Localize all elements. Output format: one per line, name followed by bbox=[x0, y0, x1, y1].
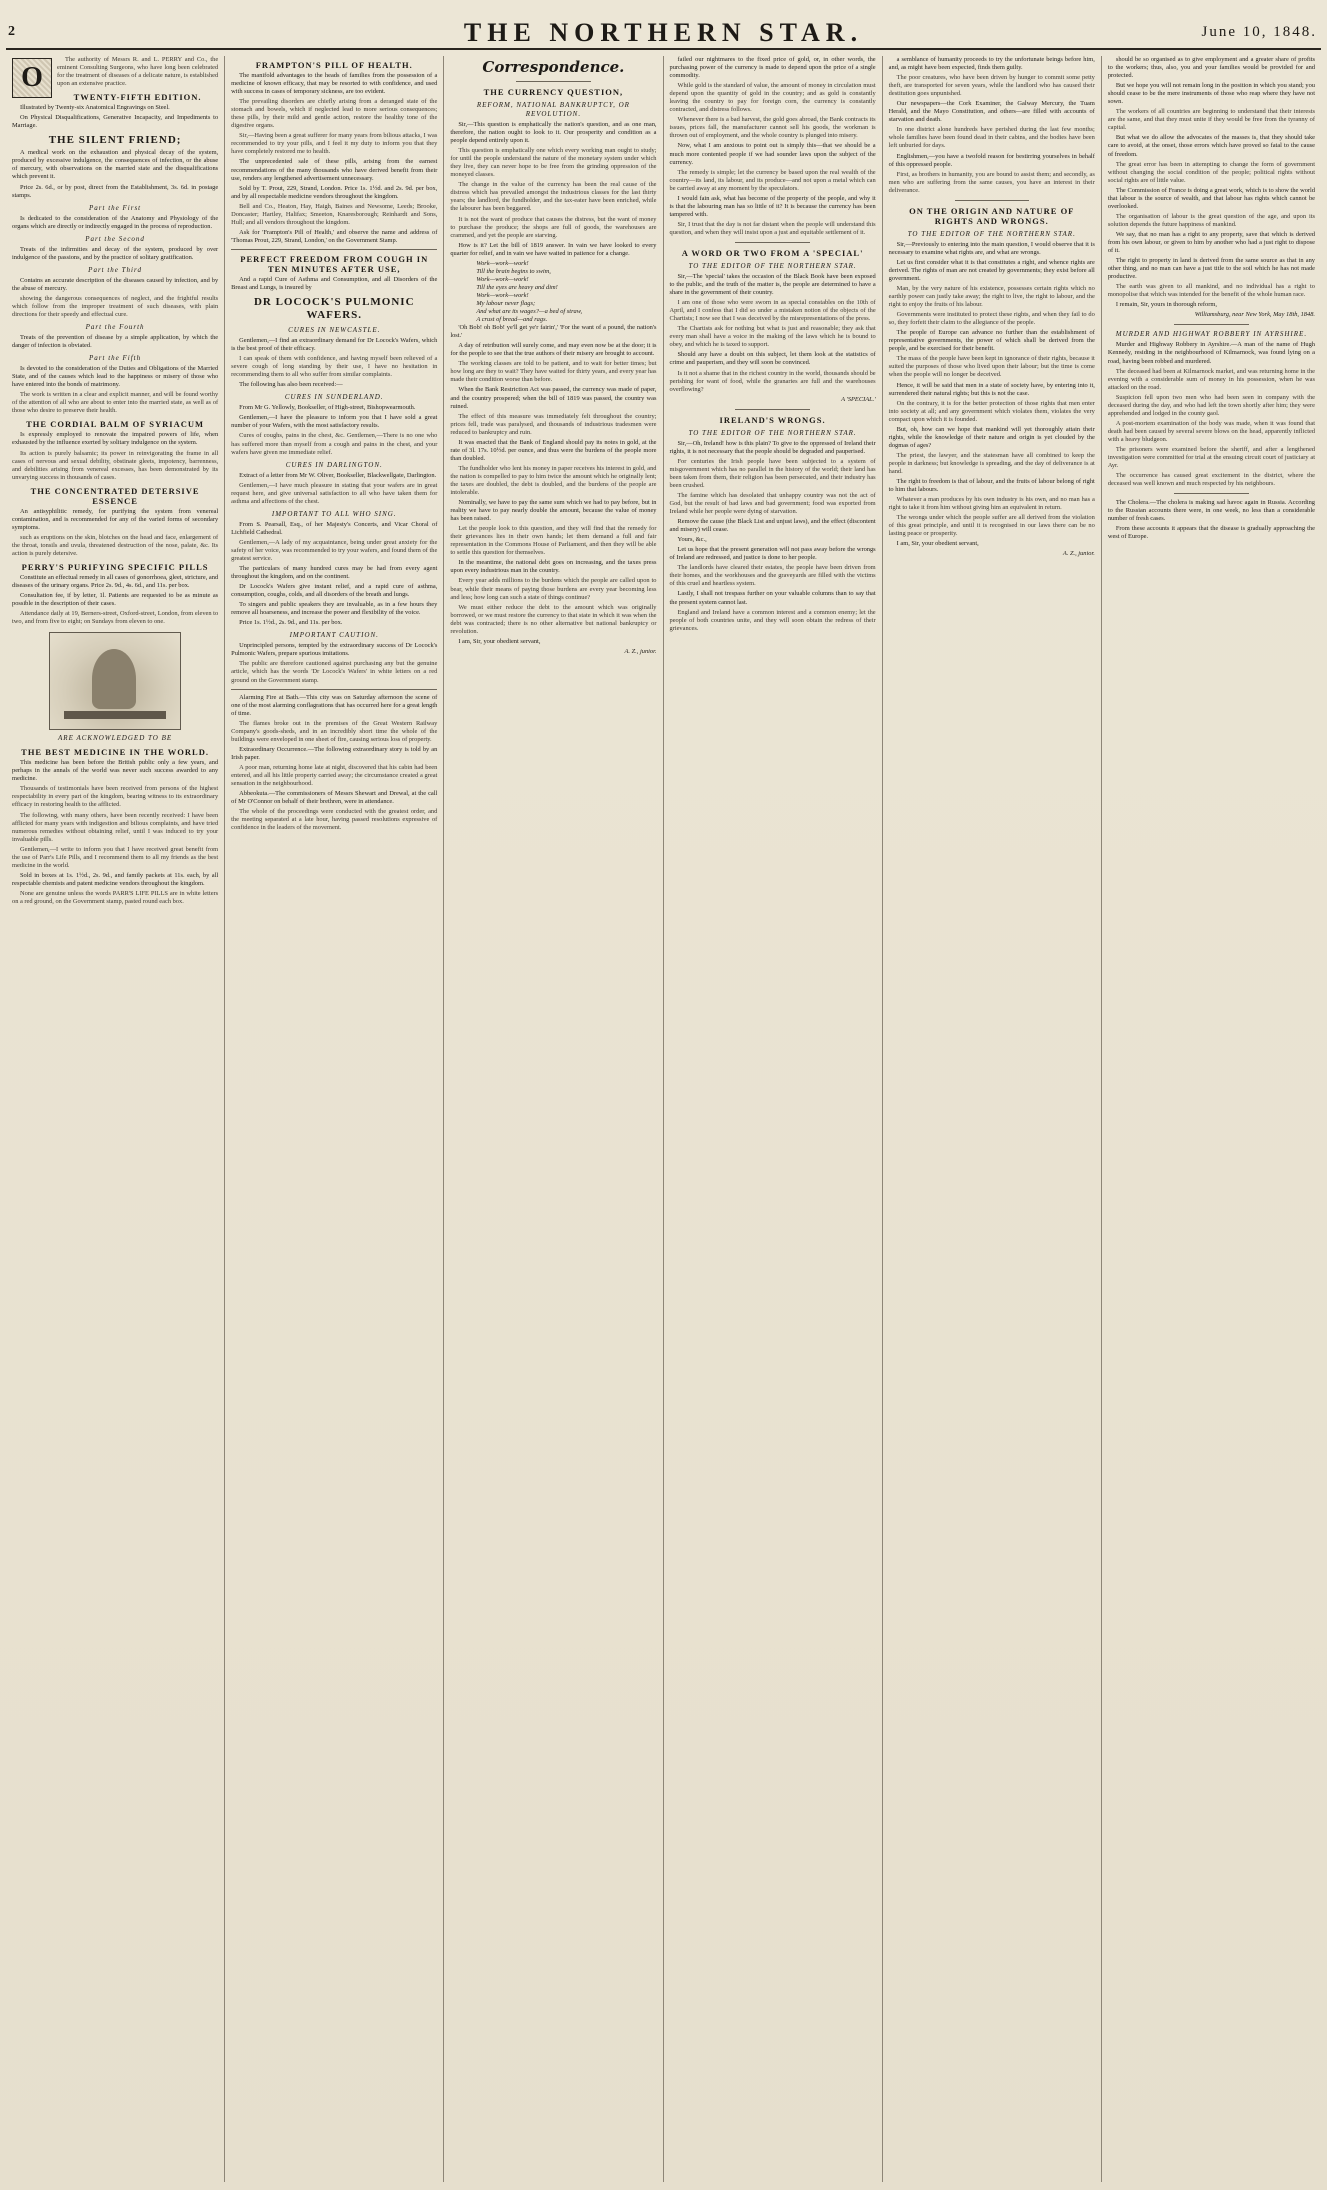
article-paragraph: Unprincipled persons, tempted by the extraordinary success of Dr Locock's Pulmonic Wafers, prepare spurious imitations. bbox=[231, 642, 438, 658]
article-paragraph: Alarming Fire at Bath.—This city was on Saturday afternoon the scene of one of the most alarming conflagrations that has occurred here for a great length of time. bbox=[231, 693, 438, 717]
column-5 bbox=[883, 56, 1102, 2182]
article-paragraph: The right to property in land is derived from the same source as that in any other thing, and no man can have a just title to the soil which he has not made productive. bbox=[1107, 257, 1315, 281]
filler-text: Suspicion fell upon two men who had been seen in company with the deceased during the day, and who had left the town shortly after him; they were apprehended and lodged in the county gaol. bbox=[1107, 393, 1315, 417]
column-2 bbox=[225, 56, 444, 2182]
article-paragraph: I would fain ask, what has become of the property of the people, and why it is that the labouring man has so little of it? It is because the currency has been tampered with. bbox=[669, 194, 876, 218]
heading-part: Part the Second bbox=[85, 234, 145, 243]
heading-currency: THE CURRENCY QUESTION, bbox=[483, 87, 624, 97]
article-paragraph: Abbeokuta.—The commissioners of Messrs Shewart and Drewal, at the call of Mr O'Connor on behalf of their brethren, were in attendance. bbox=[231, 790, 438, 806]
heading-part: Part the Third bbox=[88, 265, 142, 274]
heading-ireland: IRELAND'S WRONGS. bbox=[719, 414, 826, 425]
article-paragraph: The right to freedom is that of labour, and the fruits of labour belong of right to him that labours. bbox=[888, 478, 1095, 494]
filler-text: The organisation of labour is the great question of the age, and upon its solution depends the future happiness of mankind. bbox=[1107, 212, 1315, 228]
newspaper-title: THE NORTHERN STAR. bbox=[463, 18, 864, 47]
columns bbox=[6, 56, 1321, 2182]
filler-text: Man, by the very nature of his existence, possesses certain rights which no earthly power can justly take away; the right to live, the right to labour, and the right to enjoy the fruits of his labour. bbox=[888, 284, 1095, 309]
heading-silent-friend: THE SILENT FRIEND; bbox=[48, 134, 182, 147]
article-paragraph: Sir,—The 'special' takes the occasion of the Black Book have been exposed to the public, and the truth of the matter is, the people are determined to have a share in the government of their country. bbox=[669, 272, 876, 297]
filler-text: The following, with many others, have been recently received: I have been afflicted for many years with indigestion and bilious complaints, and have tried numerous remedies without obtaining relief, until I was induced to try your invaluable pills. bbox=[12, 811, 219, 843]
filler-text: The priest, the lawyer, and the statesman have all combined to keep the people in darkness; but knowledge is spreading, and the day of deliverance is at hand. bbox=[888, 451, 1095, 475]
article-paragraph: The manifold advantages to the heads of families from the possession of a medicine of known efficacy, that may be resorted to with confidence, and used with success in cases of temporary sickness, are too evident. bbox=[231, 72, 438, 96]
article-paragraph: Is dedicated to the consideration of the Anatomy and Physiology of the organs which are directly or indirectly engaged in the process of reproduction. bbox=[12, 214, 219, 230]
heading-to-editor-2: TO THE EDITOR OF THE NORTHERN STAR. bbox=[688, 428, 857, 437]
article-paragraph: An antisyphilitic remedy, for purifying the system from venereal contamination, and is recommended for any of the varied forms of secondary symptoms. bbox=[12, 507, 219, 531]
article-paragraph: Ask for 'Frampton's Pill of Health,' and observe the name and address of 'Thomas Prout, 229, Strand, London,' on the Government Stamp. bbox=[231, 228, 438, 244]
filler-text: It is not the want of produce that causes the distress, but the want of money to purchase the produce; the shops are full of goods, the warehouses are crammed, and yet the people are starving. bbox=[450, 215, 657, 239]
heading-cures: CURES IN DARLINGTON. bbox=[285, 460, 383, 469]
filler-text: First, as brothers in humanity, you are bound to assist them; and secondly, as men who are suffering from the same causes, you have an interest in their deliverance. bbox=[888, 170, 1095, 194]
heading-cures: CURES IN NEWCASTLE. bbox=[288, 326, 381, 335]
filler-text: The working classes are told to be patient, and to wait for better times; but how long are they to wait? They have waited for thirty years, and every year has made their condition worse than before. bbox=[450, 360, 657, 384]
filler-text: On the contrary, it is for the better protection of those rights that men enter into society at all; and any government which violates them, violates the very compact upon which it is founded. bbox=[888, 399, 1095, 423]
heading-best-medicine: THE BEST MEDICINE IN THE WORLD. bbox=[21, 747, 209, 758]
filler-text: The effect of this measure was immediately felt throughout the country; prices fell, trade was paralysed, and thousands of industrious tradesmen were reduced to bankruptcy and ruin. bbox=[450, 412, 657, 436]
advertisement-engraving bbox=[49, 632, 181, 730]
filler-text: A poor man, returning home late at night, discovered that his cabin had been entered, and all his little property carried away; the circumstance created a great sensation in the neighbourhood. bbox=[231, 763, 438, 788]
filler-text: The deceased had been at Kilmarnock market, and was returning home in the evening with a considerable sum of money in his possession, when he was attacked on the road. bbox=[1107, 367, 1315, 391]
filler-text: showing the dangerous consequences of neglect, and the frightful results which follow from the improper treatment of such diseases, with plain directions for their speedy and effectual cure. bbox=[12, 294, 219, 318]
article-paragraph: I remain, Sir, yours in thorough reform, bbox=[1115, 301, 1217, 309]
poem-line: Till the brain begins to swim, bbox=[476, 267, 551, 275]
filler-text: The whole of the proceedings were conducted with the greatest order, and the meeting separated at a late hour, having passed resolutions expressive of confidence in the leaders of the movement. bbox=[231, 808, 438, 832]
article-paragraph: Is devoted to the consideration of the Duties and Obligations of the Married State, and of the causes which lead to the happiness or misery of those who have entered into the bonds of matrimony. bbox=[12, 365, 219, 389]
filler-text: Whenever there is a bad harvest, the gold goes abroad, the Bank contracts its issues, prices fall, the manufacturer cannot sell his goods, the workman is thrown out of employment, and the whole country is plunged into misery. bbox=[669, 116, 876, 140]
heading-perry-pills: PERRY'S PURIFYING SPECIFIC PILLS bbox=[21, 561, 209, 572]
article-paragraph: Now, what I am anxious to point out is simply this—that we should be a much more contented people if we had sounder laws upon the subject of the currency. bbox=[669, 142, 876, 166]
article-paragraph: Gentlemen,—I have the pleasure to inform you that I have sold a great number of your Wafers, with the most satisfactory results. bbox=[231, 414, 438, 430]
filler-text: None are genuine unless the words PARR'S LIFE PILLS are in white letters on a red ground, on the Government stamp, pasted round each box. bbox=[12, 889, 219, 905]
filler-text: such as eruptions on the skin, blotches on the head and face, enlargement of the throat, tonsils and uvula, threatened destruction of the nose, palate, &c. Its action is purely detersive. bbox=[12, 533, 219, 557]
letter-signature: Williamsburg, near New York, May 18th, 1848. bbox=[1194, 311, 1315, 319]
article-paragraph: Lastly, I shall not trespass further on your valuable columns than to say that the present system cannot last. bbox=[669, 590, 876, 606]
filler-text: While gold is the standard of value, the amount of money in circulation must depend upon the quantity of gold in the country; and as gold is constantly leaving the country to pay for foreign corn, the currency is constantly contracted, and distress follows. bbox=[669, 82, 876, 114]
page-number: 2 bbox=[8, 24, 15, 39]
article-paragraph: Nominally, we have to pay the same sum which we had to pay before, but in reality we have to pay nearly double the amount, because the value of money has been raised. bbox=[450, 499, 657, 523]
filler-text: The remedy is simple; let the currency be based upon the real wealth of the country—its land, its labour, and its produce—and not upon a metal which can be carried away at any moment by the speculators. bbox=[669, 168, 876, 192]
heading-special: A WORD OR TWO FROM A 'SPECIAL' bbox=[681, 247, 864, 258]
heading-to-editor: TO THE EDITOR OF THE NORTHERN STAR. bbox=[907, 229, 1076, 238]
article-paragraph: Consultation fee, if by letter, 1l. Patients are requested to be as minute as possible in the description of their cases. bbox=[12, 592, 219, 608]
filler-text: The public are therefore cautioned against purchasing any but the genuine article, which has the words 'Dr Locock's Wafers' in white letters on a red ground on the Government stamp. bbox=[231, 660, 438, 684]
article-paragraph: We say, that no man has a right to any property, save that which is derived from his own labour, or given to him by another who had a just right to dispose of it. bbox=[1107, 230, 1315, 255]
column-6 bbox=[1102, 56, 1321, 2182]
article-paragraph: This medicine has been before the British public only a few years, and perhaps in the annals of the world was never such success awarded to any medicine. bbox=[12, 759, 219, 783]
heading-singers: IMPORTANT TO ALL WHO SING. bbox=[271, 509, 397, 518]
filler-text: The work is written in a clear and explicit manner, and will be found worthy of the attention of all who are about to enter into the married state, as well as of those who desire to preserve their health. bbox=[12, 391, 219, 415]
article-paragraph: The following has also been received:— bbox=[239, 381, 343, 389]
filler-text: The occurrence has caused great excitement in the district, where the deceased was well known and much respected by his neighbours. bbox=[1107, 472, 1315, 488]
poem-line: Work—work—work! bbox=[476, 291, 529, 299]
article-paragraph: How is it? Let the bill of 1819 answer. In vain we have looked to every quarter for relief, and in vain we have waited in patience for a change. bbox=[450, 241, 657, 257]
heading-frampton: FRAMPTON'S PILL OF HEALTH. bbox=[255, 60, 413, 70]
filler-text: Is it not a shame that in the richest country in the world, thousands should be perishing for want of food, while the granaries are full and the warehouses overflowing? bbox=[669, 369, 876, 393]
heading-part: Part the Fourth bbox=[85, 323, 145, 332]
column-4 bbox=[664, 56, 883, 2182]
article-paragraph: Should any have a doubt on this subject, let them look at the statistics of crime and pauperism, and they will soon be convinced. bbox=[669, 351, 876, 367]
heading-murder: MURDER AND HIGHWAY ROBBERY IN AYRSHIRE. bbox=[1115, 330, 1308, 339]
letter-signature: A. Z., junior. bbox=[624, 647, 657, 655]
heading-locock-wafers: DR LOCOCK'S PULMONIC WAFERS. bbox=[253, 296, 415, 322]
article-paragraph: Sold in boxes at 1s. 1½d., 2s. 9d., and family packets at 11s. each, by all respectable chemists and patent medicine vendors throughout the kingdom. bbox=[12, 871, 219, 887]
article-paragraph: From S. Pearsall, Esq., of her Majesty's Concerts, and Vicar Choral of Lichfield Cathedral. bbox=[231, 520, 438, 536]
heading-origin-rights: ON THE ORIGIN AND NATURE OF RIGHTS AND WRONGS. bbox=[909, 205, 1075, 226]
issue-date: June 10, 1848. bbox=[1201, 24, 1317, 40]
article-paragraph: Treats of the prevention of disease by a simple application, by which the danger of infection is obviated. bbox=[12, 334, 219, 350]
filler-text: Sir,—Having been a great sufferer for many years from bilious attacks, I was recommended to try your pills, and I feel it my duty to inform you that they have completely restored me to health. bbox=[231, 132, 438, 156]
article-paragraph: When the Bank Restriction Act was passed, the currency was made of paper, and the country prospered; when the bill of 1819 was passed, the country was ruined. bbox=[450, 386, 657, 410]
filler-text: I can speak of them with confidence, and having myself been relieved of a severe cough of long standing by their use, I have no hesitation in recommending them to all who suffer from similar complaints. bbox=[231, 355, 438, 379]
filler-text: The poor creatures, who have been driven by hunger to commit some petty theft, are transported for seven years, while the landlord who has caused their destitution goes unpunished. bbox=[888, 74, 1095, 98]
article-paragraph: In the meantime, the national debt goes on increasing, and the taxes press upon every industrious man in the country. bbox=[450, 559, 657, 575]
article-paragraph: And a rapid Cure of Asthma and Consumption, and all Disorders of the Breast and Lungs, is insured by bbox=[231, 275, 438, 291]
article-paragraph: But, oh, how can we hope that mankind will yet thoroughly attain their rights, while the knowledge of their nature and origin is yet clouded by the dogmas of ages? bbox=[888, 425, 1095, 449]
filler-text: Thousands of testimonials have been received from persons of the highest respectability in every part of the kingdom, bearing witness to its extraordinary efficacy in restoring health to the afflicted. bbox=[12, 785, 219, 809]
filler-text: A post-mortem examination of the body was made, when it was found that death had been caused by several severe blows on the head, apparently inflicted with a heavy bludgeon. bbox=[1107, 419, 1315, 443]
filler-text: Attendance daily at 19, Berners-street, Oxford-street, London, from eleven to two, and from five to eight; on Sundays from eleven to one. bbox=[12, 610, 219, 626]
article-paragraph: Treats of the infirmities and decay of the system, produced by over indulgence of the passions, and by the practice of solitary gratification. bbox=[12, 245, 219, 261]
article-paragraph: Murder and Highway Robbery in Ayrshire.—A man of the name of Hugh Kennedy, residing in the neighbourhood of Kilmarnock, was found lying on a road, having been robbed and murdered. bbox=[1107, 341, 1315, 365]
heading-edition: TWENTY-FIFTH EDITION. bbox=[73, 92, 202, 103]
article-paragraph: Price 1s. 1½d., 2s. 9d., and 11s. per box. bbox=[239, 619, 343, 627]
masthead-rule bbox=[6, 48, 1321, 50]
article-paragraph: Sir,—This question is emphatically the nation's question, and as one man, therefore, the nation ought to look to it. Our prosperity and condition as a people depend entirely upon it. bbox=[450, 121, 657, 145]
letter-signature: A 'SPECIAL.' bbox=[841, 395, 876, 403]
filler-text: England and Ireland have a common interest and a common enemy; let the people of both countries unite, and they will soon obtain the redress of their grievances. bbox=[669, 608, 876, 632]
filler-text: The workers of all countries are beginning to understand that their interests are the same, and that they must unite if they would be free from the tyranny of capital. bbox=[1107, 108, 1315, 132]
poem-line: Till the eyes are heavy and dim! bbox=[476, 283, 558, 291]
filler-text: Let the people look to this question, and they will find that the remedy for their grievances lies in their own hands; let them demand a full and fair representation in the Commons House of Parliament, and then they will be able to settle this question for themselves. bbox=[450, 525, 657, 557]
heading-part: Part the Fifth bbox=[89, 354, 142, 363]
poem-line: My labour never flags; bbox=[476, 299, 536, 307]
article-paragraph: Illustrated by Twenty-six Anatomical Engravings on Steel. bbox=[20, 104, 170, 112]
filler-text: Gentlemen,—I have much pleasure in stating that your wafers are in great request here, and give universal satisfaction to all who have taken them for asthma and affections of the chest. bbox=[231, 481, 438, 505]
filler-text: The prevailing disorders are chiefly arising from a deranged state of the stomach and bowels, which if neglected lead to more serious consequences; these pills, by their mild and gentle action, restore the healthy tone of the digestive organs. bbox=[231, 98, 438, 130]
article-paragraph: Englishmen,—you have a twofold reason for bestirring yourselves in behalf of this oppressed people. bbox=[888, 152, 1095, 168]
masthead bbox=[0, 0, 1327, 46]
heading-reform: REFORM, NATIONAL BANKRUPTCY, OR REVOLUTION. bbox=[476, 101, 630, 118]
filler-text: The flames broke out in the premises of the Great Western Railway Company's goods-sheds, and in an incredibly short time the whole of the buildings were enveloped in one sheet of fire, causing serious loss of property. bbox=[231, 719, 438, 743]
article-paragraph: Sold by T. Prout, 229, Strand, London. Price 1s. 1½d. and 2s. 9d. per box, and by all respectable medicine vendors throughout the kingdom. bbox=[231, 184, 438, 200]
article-paragraph: Our newspapers—the Cork Examiner, the Galway Mercury, the Tuam Herald, and the Mayo Constitution, and others—are filled with accounts of starvation and death. bbox=[888, 100, 1095, 124]
poem-line: And what are its wages?—a bed of straw, bbox=[476, 308, 583, 316]
filler-text: The great error has been in attempting to change the form of government without changing the social condition of the people; political rights without social rights are of little value. bbox=[1107, 160, 1315, 184]
article-paragraph: Extract of a letter from Mr W. Oliver, Bookseller, Blackwellgate, Darlington. bbox=[239, 471, 437, 479]
article-paragraph: Extraordinary Occurrence.—The following extraordinary story is told by an Irish paper. bbox=[231, 745, 438, 761]
filler-text: Gentlemen,—A lady of my acquaintance, being under great anxiety for the safety of her voice, was recommended to try your wafers, and found them of the greatest service. bbox=[231, 538, 438, 562]
filler-text: Bell and Co., Heaton, Hay, Haigh, Baines and Newsome, Leeds; Brooke, Doncaster; Hartley, Halifax; Smeeton, Knaresborough; Reinhardt and Sons, Hull; and all vendors throughout the kingdom. bbox=[231, 202, 438, 226]
letter-signature: A. Z., junior. bbox=[1062, 550, 1095, 558]
filler-text: The Chartists ask for nothing but what is just and reasonable; they ask that every man shall have a voice in the making of the laws which he is bound to obey, and which he is taxed to support. bbox=[669, 325, 876, 349]
article-paragraph: Sir,—Oh, Ireland! how is this plain? To give to the oppressed of Ireland their rights, it is not necessary that the people should be degraded and pauperised. bbox=[669, 439, 876, 455]
article-paragraph: failed our nightmares to the fixed price of gold, or, in other words, the purchasing power of the currency is made to depend upon the price of a single commodity. bbox=[669, 56, 876, 80]
article-paragraph: Sir,—Previously to entering into the main question, I would observe that it is necessary to examine what rights are, and what are wrongs. bbox=[888, 240, 1095, 256]
filler-text: Whatever a man produces by his own industry is his own, and no man has a right to take it from him without giving him an equivalent in return. bbox=[888, 496, 1095, 512]
heading-cures: CURES IN SUNDERLAND. bbox=[284, 393, 384, 402]
article-paragraph: I am, Sir, your obedient servant, bbox=[458, 637, 541, 645]
article-paragraph: Constitute an effectual remedy in all cases of gonorrhoea, gleet, stricture, and diseases of the urinary organs. Price 2s. 9d., 4s. 6d., and 11s. per box. bbox=[12, 573, 219, 590]
heading-caution: IMPORTANT CAUTION. bbox=[289, 631, 379, 640]
article-paragraph: Let us first consider what it is that constitutes a right, and whence rights are derived. The rights of man are not created by governments; they exist before all government. bbox=[888, 258, 1095, 282]
article-paragraph: The particulars of many hundred cures may be had from every agent throughout the kingdom, and on the continent. bbox=[231, 565, 438, 581]
heading-part: Part the First bbox=[89, 203, 142, 212]
filler-text: In one district alone hundreds have perished during the last few months; whole families have been found dead in their cabins, and the bodies have been left unburied for days. bbox=[888, 126, 1095, 150]
article-paragraph: The people of Europe can advance no further than the establishment of representative governments, the power of which shall be derived from the people, and be exercised for their benefit. bbox=[888, 329, 1095, 353]
poem-line: Work—work—work! bbox=[476, 275, 529, 283]
article-paragraph: The Cholera.—The cholera is making sad havoc again in Russia. According to the Russian accounts there were, in one week, no less than a considerable number of fresh cases. bbox=[1107, 499, 1315, 523]
article-paragraph: It was enacted that the Bank of England should pay its notes in gold, at the rate of 3l. 17s. 10½d. per ounce, and thus were the burdens of the people more than doubled. bbox=[450, 438, 657, 462]
article-paragraph: A day of retribution will surely come, and may even now be at the door; it is for the people to see that the true authors of their misery are brought to account. bbox=[450, 342, 657, 358]
article-paragraph: Contains an accurate description of the diseases caused by infection, and by the abuse of mercury. bbox=[12, 276, 219, 292]
filler-text: Cures of coughs, pains in the chest, &c. Gentlemen,—There is no one who has suffered more than myself from a cough and pains in the chest, and your wafers have given me immediate relief. bbox=[231, 432, 438, 456]
filler-text: The earth was given to all mankind, and no individual has a right to monopolise that which was intended for the benefit of the whole human race. bbox=[1107, 283, 1315, 299]
heading-essence: THE CONCENTRATED DETERSIVE ESSENCE bbox=[30, 485, 200, 506]
article-paragraph: From Mr G. Yellowly, Bookseller, of High-street, Bishopwearmouth. bbox=[239, 404, 416, 412]
filler-text: Gentlemen,—I write to inform you that I have received great benefit from the use of Parr's Life Pills, and I recommend them to all my friends as the best medicine in the world. bbox=[12, 845, 219, 869]
article-paragraph: I am, Sir, your obedient servant, bbox=[896, 540, 979, 548]
article-paragraph: Price 2s. 6d., or by post, direct from the Establishment, 3s. 6d. in postage stamps. bbox=[12, 183, 219, 199]
filler-text: The authority of Messrs R. and L. PERRY and Co., the eminent Consulting Surgeons, who have long been celebrated for the treatment of diseases of a delicate nature, is established upon an extensive practice. bbox=[57, 56, 219, 88]
article-paragraph: But we hope you will not remain long in the position in which you stand; you should cease to be the mere instruments of those who reap where they have not sown. bbox=[1107, 82, 1315, 106]
filler-text: For centuries the Irish people have been subjected to a system of misgovernment which has no parallel in the history of the world; their land has been taken from them, their religion has been persecuted, and their industry has been crushed. bbox=[669, 457, 876, 489]
article-paragraph: From these accounts it appears that the disease is gradually approaching the west of Europe. bbox=[1107, 525, 1315, 541]
ornamental-dropcap: O bbox=[12, 58, 52, 98]
article-paragraph: a semblance of humanity proceeds to try the unfortunate beings before him, and, as might have been expected, finds them guilty. bbox=[888, 56, 1095, 72]
filler-text: Sir, I trust that the day is not far distant when the people will understand this question, and when they will insist upon a just and equitable settlement of it. bbox=[669, 220, 876, 236]
poem-line: A crust of bread—and rags. bbox=[476, 316, 548, 324]
filler-text: Its action is purely balsamic; its power in reinvigorating the frame in all cases of nervous and sexual debility, obstinate gleets, impotency, barrenness, and debilities arising from venereal excesses, has been demonstrated by its unvarying success in thousands of cases. bbox=[12, 449, 219, 481]
heading-cordial-balm: THE CORDIAL BALM OF SYRIACUM bbox=[26, 419, 205, 430]
filler-text: The famine which has desolated that unhappy country was not the act of God, but the result of bad laws and bad government; food was exported from Ireland while her people were dying of starvation. bbox=[669, 491, 876, 516]
heading-acknowledged: ARE ACKNOWLEDGED TO BE bbox=[58, 734, 173, 743]
filler-text: Every year adds millions to the burdens which the people are called upon to bear, while their means of paying those burdens are every year becoming less and less; how long can such a state of things continue? bbox=[450, 577, 657, 601]
article-paragraph: But what we do allow the advocates of the masses is, that they should take care to avoid, at the onset, those errors which have proved so fatal to the cause of freedom. bbox=[1107, 134, 1315, 158]
filler-text: The change in the value of the currency has been the real cause of the distress which has prevailed amongst the industrious classes for the last thirty years; the landlord, the fundholder, and the tax-eater have been enriched, while the labourer has been beggared. bbox=[450, 181, 657, 213]
article-paragraph: should be so organised as to give employment and a greater share of profits to the workers; thus, also, you and your families would be provided for and protected. bbox=[1107, 56, 1315, 80]
article-paragraph: A medical work on the exhaustion and physical decay of the system, produced by excessive indulgence, the consequences of infection, or the abuse of mercury, with observations on the married state and the disqualifications which prevent it. bbox=[12, 149, 219, 181]
poem-stanza bbox=[450, 260, 656, 324]
filler-text: The landlords have cleared their estates, the people have been driven from their homes, and the workhouses and the graveyards are filled with the victims of this cruel and heartless system. bbox=[669, 564, 876, 588]
filler-text: The fundholder who lent his money in paper receives his interest in gold, and the nation is compelled to pay to him twice the amount which he originally lent; the taxes are doubled, the debt is doubled, and the burdens of the people are intolerable. bbox=[450, 464, 657, 497]
section-title: Correspondence. bbox=[482, 58, 625, 76]
filler-text: This question is emphatically one which every working man ought to study; for until the people understand the nature of the monetary system under which they live, they can never hope to be free from the grinding oppression of the moneyed classes. bbox=[450, 147, 657, 179]
poem-line: Work—work—work! bbox=[476, 259, 529, 267]
article-paragraph: To singers and public speakers they are invaluable, as in a few hours they remove all hoarseness, and increase the power and flexibility of the voice. bbox=[231, 601, 438, 617]
article-paragraph: Yours, &c., bbox=[677, 536, 707, 544]
article-paragraph: Is expressly employed to renovate the impaired powers of life, when exhausted by the influence exerted by solitary indulgence on the system. bbox=[12, 431, 219, 447]
article-paragraph: 'Oh Bob! oh Bob! ye'll get ye'r fairin',' 'For the want of a pound, the nation's lost.' bbox=[450, 324, 657, 340]
article-paragraph: Hence, it will be said that men in a state of society have, by entering into it, surrendered their natural rights; but this is not the case. bbox=[888, 381, 1095, 397]
article-paragraph: On Physical Disqualifications, Generative Incapacity, and Impediments to Marriage. bbox=[12, 114, 219, 130]
column-3 bbox=[444, 56, 663, 2182]
column-1 bbox=[6, 56, 225, 2182]
article-paragraph: The Commission of France is doing a great work, which is to show the world that labour is the source of wealth, and that labour has rights which cannot be overlooked. bbox=[1107, 186, 1315, 210]
filler-text: We must either reduce the debt to the amount which was originally borrowed, or we must restore the currency to that state in which it was when the debt was contracted; there is no other alternative but national bankruptcy or revolution. bbox=[450, 603, 657, 635]
filler-text: The prisoners were examined before the sheriff, and after a lengthened investigation were committed for trial at the ensuing circuit court of justiciary at Ayr. bbox=[1107, 445, 1315, 470]
article-paragraph: Gentlemen,—I find an extraordinary demand for Dr Locock's Wafers, which is the best proof of their efficacy. bbox=[231, 337, 438, 353]
article-paragraph: The unprecedented sale of these pills, arising from the earnest recommendations of the many thousands who have derived benefit from their use, renders any lengthened advertisement unnecessary. bbox=[231, 158, 438, 182]
heading-perfect-freedom: PERFECT FREEDOM FROM COUGH IN TEN MINUTES AFTER USE, bbox=[240, 253, 429, 274]
article-paragraph: Let us hope that the present generation will not pass away before the wrongs of Ireland are redressed, and justice is done to her people. bbox=[669, 546, 876, 562]
filler-text: I am one of those who were sworn in as special constables on the 10th of April, and I confess that I did so under a mistaken notion of the objects of the Chartists; I now see that I was deceived by the misrepresentations of the press. bbox=[669, 299, 876, 323]
heading-to-editor: TO THE EDITOR OF THE NORTHERN STAR. bbox=[688, 261, 857, 270]
filler-text: The mass of the people have been kept in ignorance of their rights, because it suited the purposes of those who lived upon their labour; but the time is come when the people will no longer be deceived. bbox=[888, 355, 1095, 379]
article-paragraph: Remove the cause (the Black List and unjust laws), and the effect (discontent and misery) will cease. bbox=[669, 518, 876, 534]
article-paragraph: Dr Locock's Wafers give instant relief, and a rapid cure of asthma, consumption, coughs, colds, and all disorders of the breath and lungs. bbox=[231, 583, 438, 599]
filler-text: Governments were instituted to protect these rights, and when they fail to do so, they forfeit their claim to the allegiance of the people. bbox=[888, 311, 1095, 327]
filler-text: The wrongs under which the people suffer are all derived from the violation of this great principle, and until it is recognised in our laws there can be no lasting peace or prosperity. bbox=[888, 514, 1095, 538]
